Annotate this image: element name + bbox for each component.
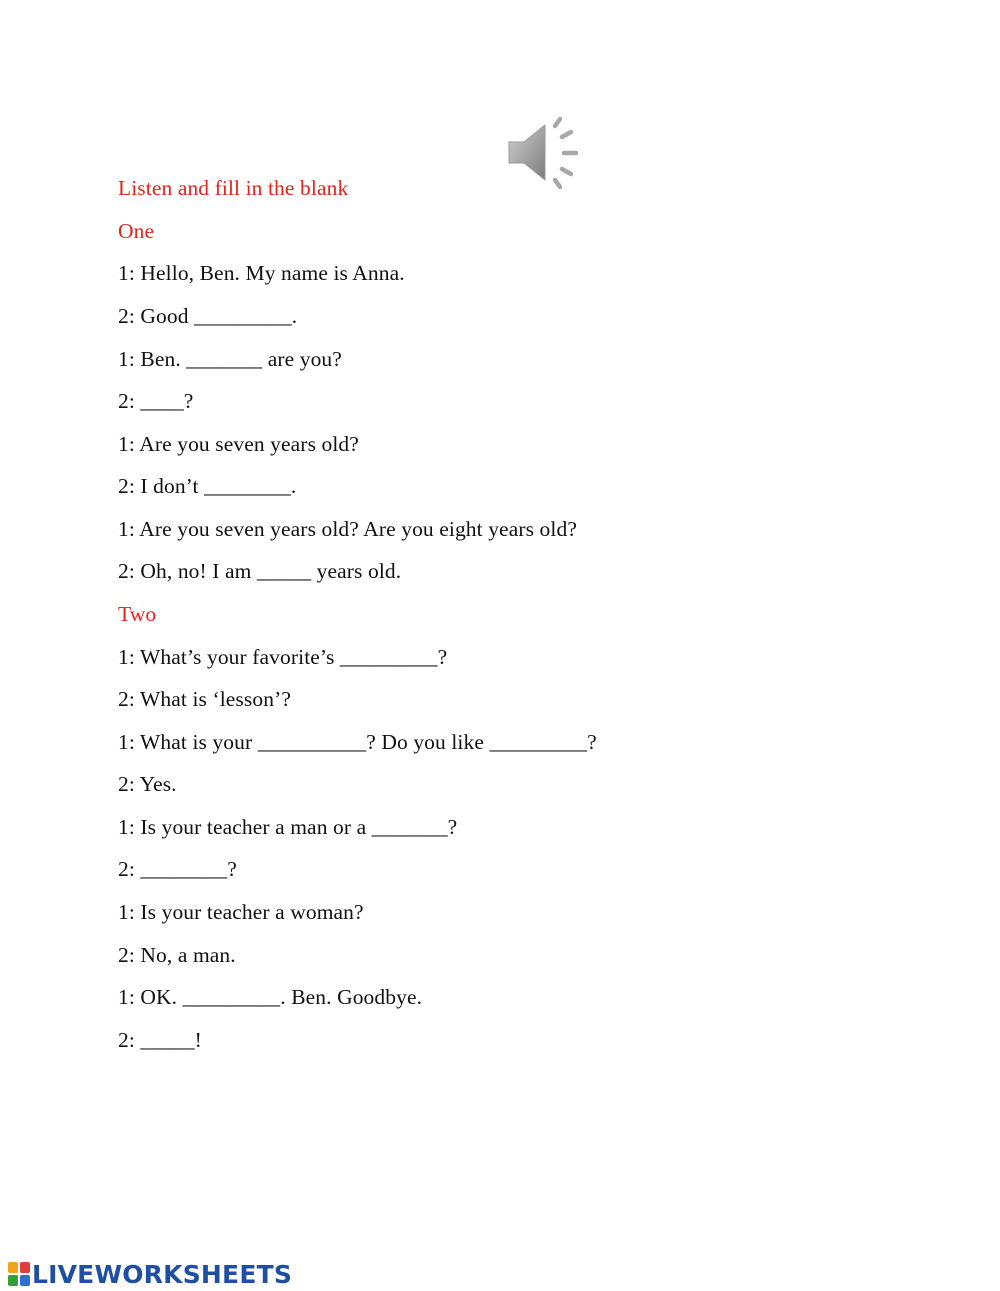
logo-text: LIVEWORKSHEETS (32, 1259, 293, 1289)
dialogue-line: 1: Hello, Ben. My name is Anna. (118, 261, 405, 285)
dialogue-line: 2: Yes. (118, 772, 177, 796)
section-heading-two: Two (118, 602, 157, 626)
dialogue-line: 1: Are you seven years old? Are you eight years old? (118, 517, 577, 541)
dialogue-line: 2: What is ‘lesson’? (118, 687, 291, 711)
dialogue-line: 1: Is your teacher a woman? (118, 900, 364, 924)
dialogue-line: 1: OK. _________. Ben. Goodbye. (118, 985, 423, 1009)
instruction-title: Listen and fill in the blank (118, 176, 349, 200)
dialogue-line: 2: No, a man. (118, 943, 236, 967)
dialogue-line: 1: Are you seven years old? (118, 432, 359, 456)
liveworksheets-logo[interactable] (8, 1259, 292, 1289)
dialogue-line: 2: Good _________. (118, 304, 298, 328)
dialogue-line: 2: ________? (118, 857, 237, 881)
dialogue-line: 1: Is your teacher a man or a _______? (118, 815, 458, 839)
section-heading-one: One (118, 219, 155, 243)
speaker-icon[interactable] (505, 116, 585, 194)
dialogue-line: 2: I don’t ________. (118, 474, 297, 498)
dialogue-line: 1: What is your __________? Do you like _________? (118, 730, 597, 754)
dialogue-line: 2: ____? (118, 389, 194, 413)
logo-mark-icon (8, 1262, 30, 1286)
dialogue-line: 2: Oh, no! I am _____ years old. (118, 559, 402, 583)
dialogue-line: 1: What’s your favorite’s _________? (118, 645, 448, 669)
speaker-icon-graphic (505, 116, 585, 194)
dialogue-line: 1: Ben. _______ are you? (118, 347, 342, 371)
dialogue-line: 2: _____! (118, 1028, 202, 1052)
